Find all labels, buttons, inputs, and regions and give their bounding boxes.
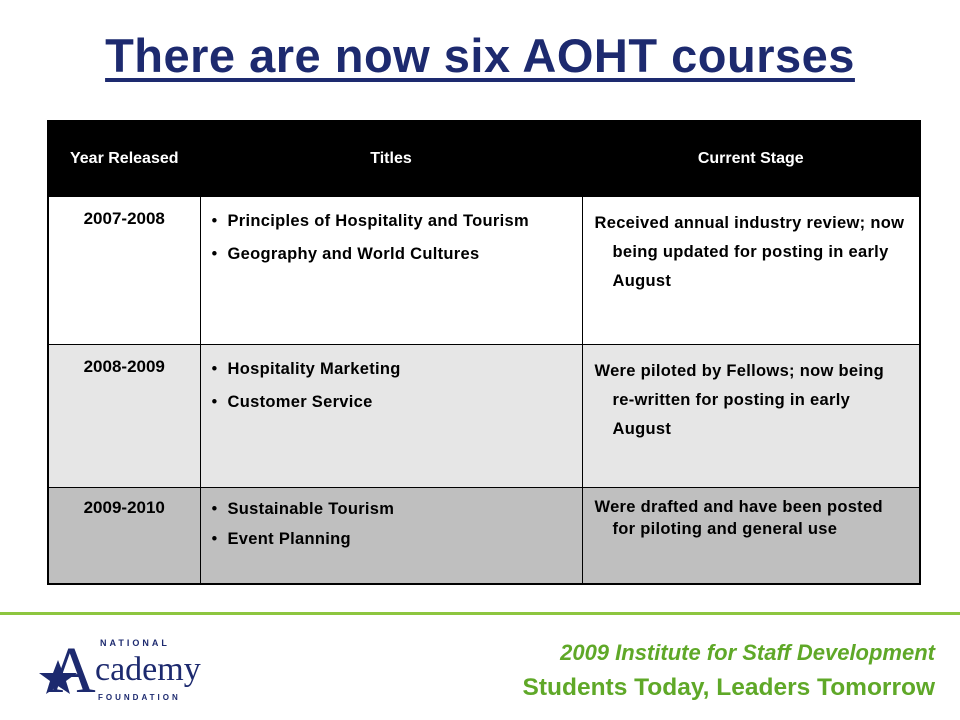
- list-item: • Geography and World Cultures: [212, 241, 581, 268]
- table-header-row: [48, 121, 920, 197]
- logo-foundation-text: FOUNDATION: [98, 693, 181, 702]
- list-item: • Hospitality Marketing: [212, 356, 581, 383]
- stage-text: Were drafted and have been posted for piloting and general use: [594, 498, 883, 538]
- stage-cell: [582, 197, 920, 345]
- header-titles: Titles: [200, 121, 582, 197]
- year-cell: 2007-2008: [48, 197, 200, 345]
- footer-event-title: 2009 Institute for Staff Development: [560, 640, 935, 665]
- page-title: There are now six AOHT courses: [105, 29, 855, 82]
- year-cell: 2008-2009: [48, 345, 200, 488]
- courses-table: [47, 120, 921, 585]
- year-cell: 2009-2010: [48, 488, 200, 584]
- list-item: • Sustainable Tourism: [212, 499, 581, 520]
- table-row: [48, 345, 920, 488]
- footer-tagline: Students Today, Leaders Tomorrow: [522, 674, 935, 701]
- titles-list: [202, 346, 581, 416]
- logo-a-letter: A: [48, 634, 96, 707]
- stage-cell: [582, 488, 920, 584]
- logo-academy-text: cademy: [95, 651, 201, 688]
- table-row: [48, 197, 920, 345]
- logo-national-text: NATIONAL: [100, 638, 170, 648]
- footer-divider: [0, 612, 960, 615]
- list-item: • Customer Service: [212, 389, 581, 416]
- titles-cell: [200, 488, 582, 584]
- titles-cell: [200, 197, 582, 345]
- stage-cell: [582, 345, 920, 488]
- list-item: • Event Planning: [212, 529, 581, 550]
- header-current-stage: Current Stage: [582, 121, 920, 197]
- list-item: • Principles of Hospitality and Tourism: [212, 208, 581, 235]
- titles-cell: [200, 345, 582, 488]
- stage-text: Were piloted by Fellows; now being re-written for posting in early August: [594, 362, 884, 438]
- naf-logo: [30, 628, 220, 708]
- header-year-released: Year Released: [48, 121, 200, 197]
- titles-list: [202, 489, 581, 550]
- table-row: [48, 488, 920, 584]
- stage-text: Received annual industry review; now being updated for posting in early August: [594, 214, 905, 290]
- titles-list: [202, 198, 581, 268]
